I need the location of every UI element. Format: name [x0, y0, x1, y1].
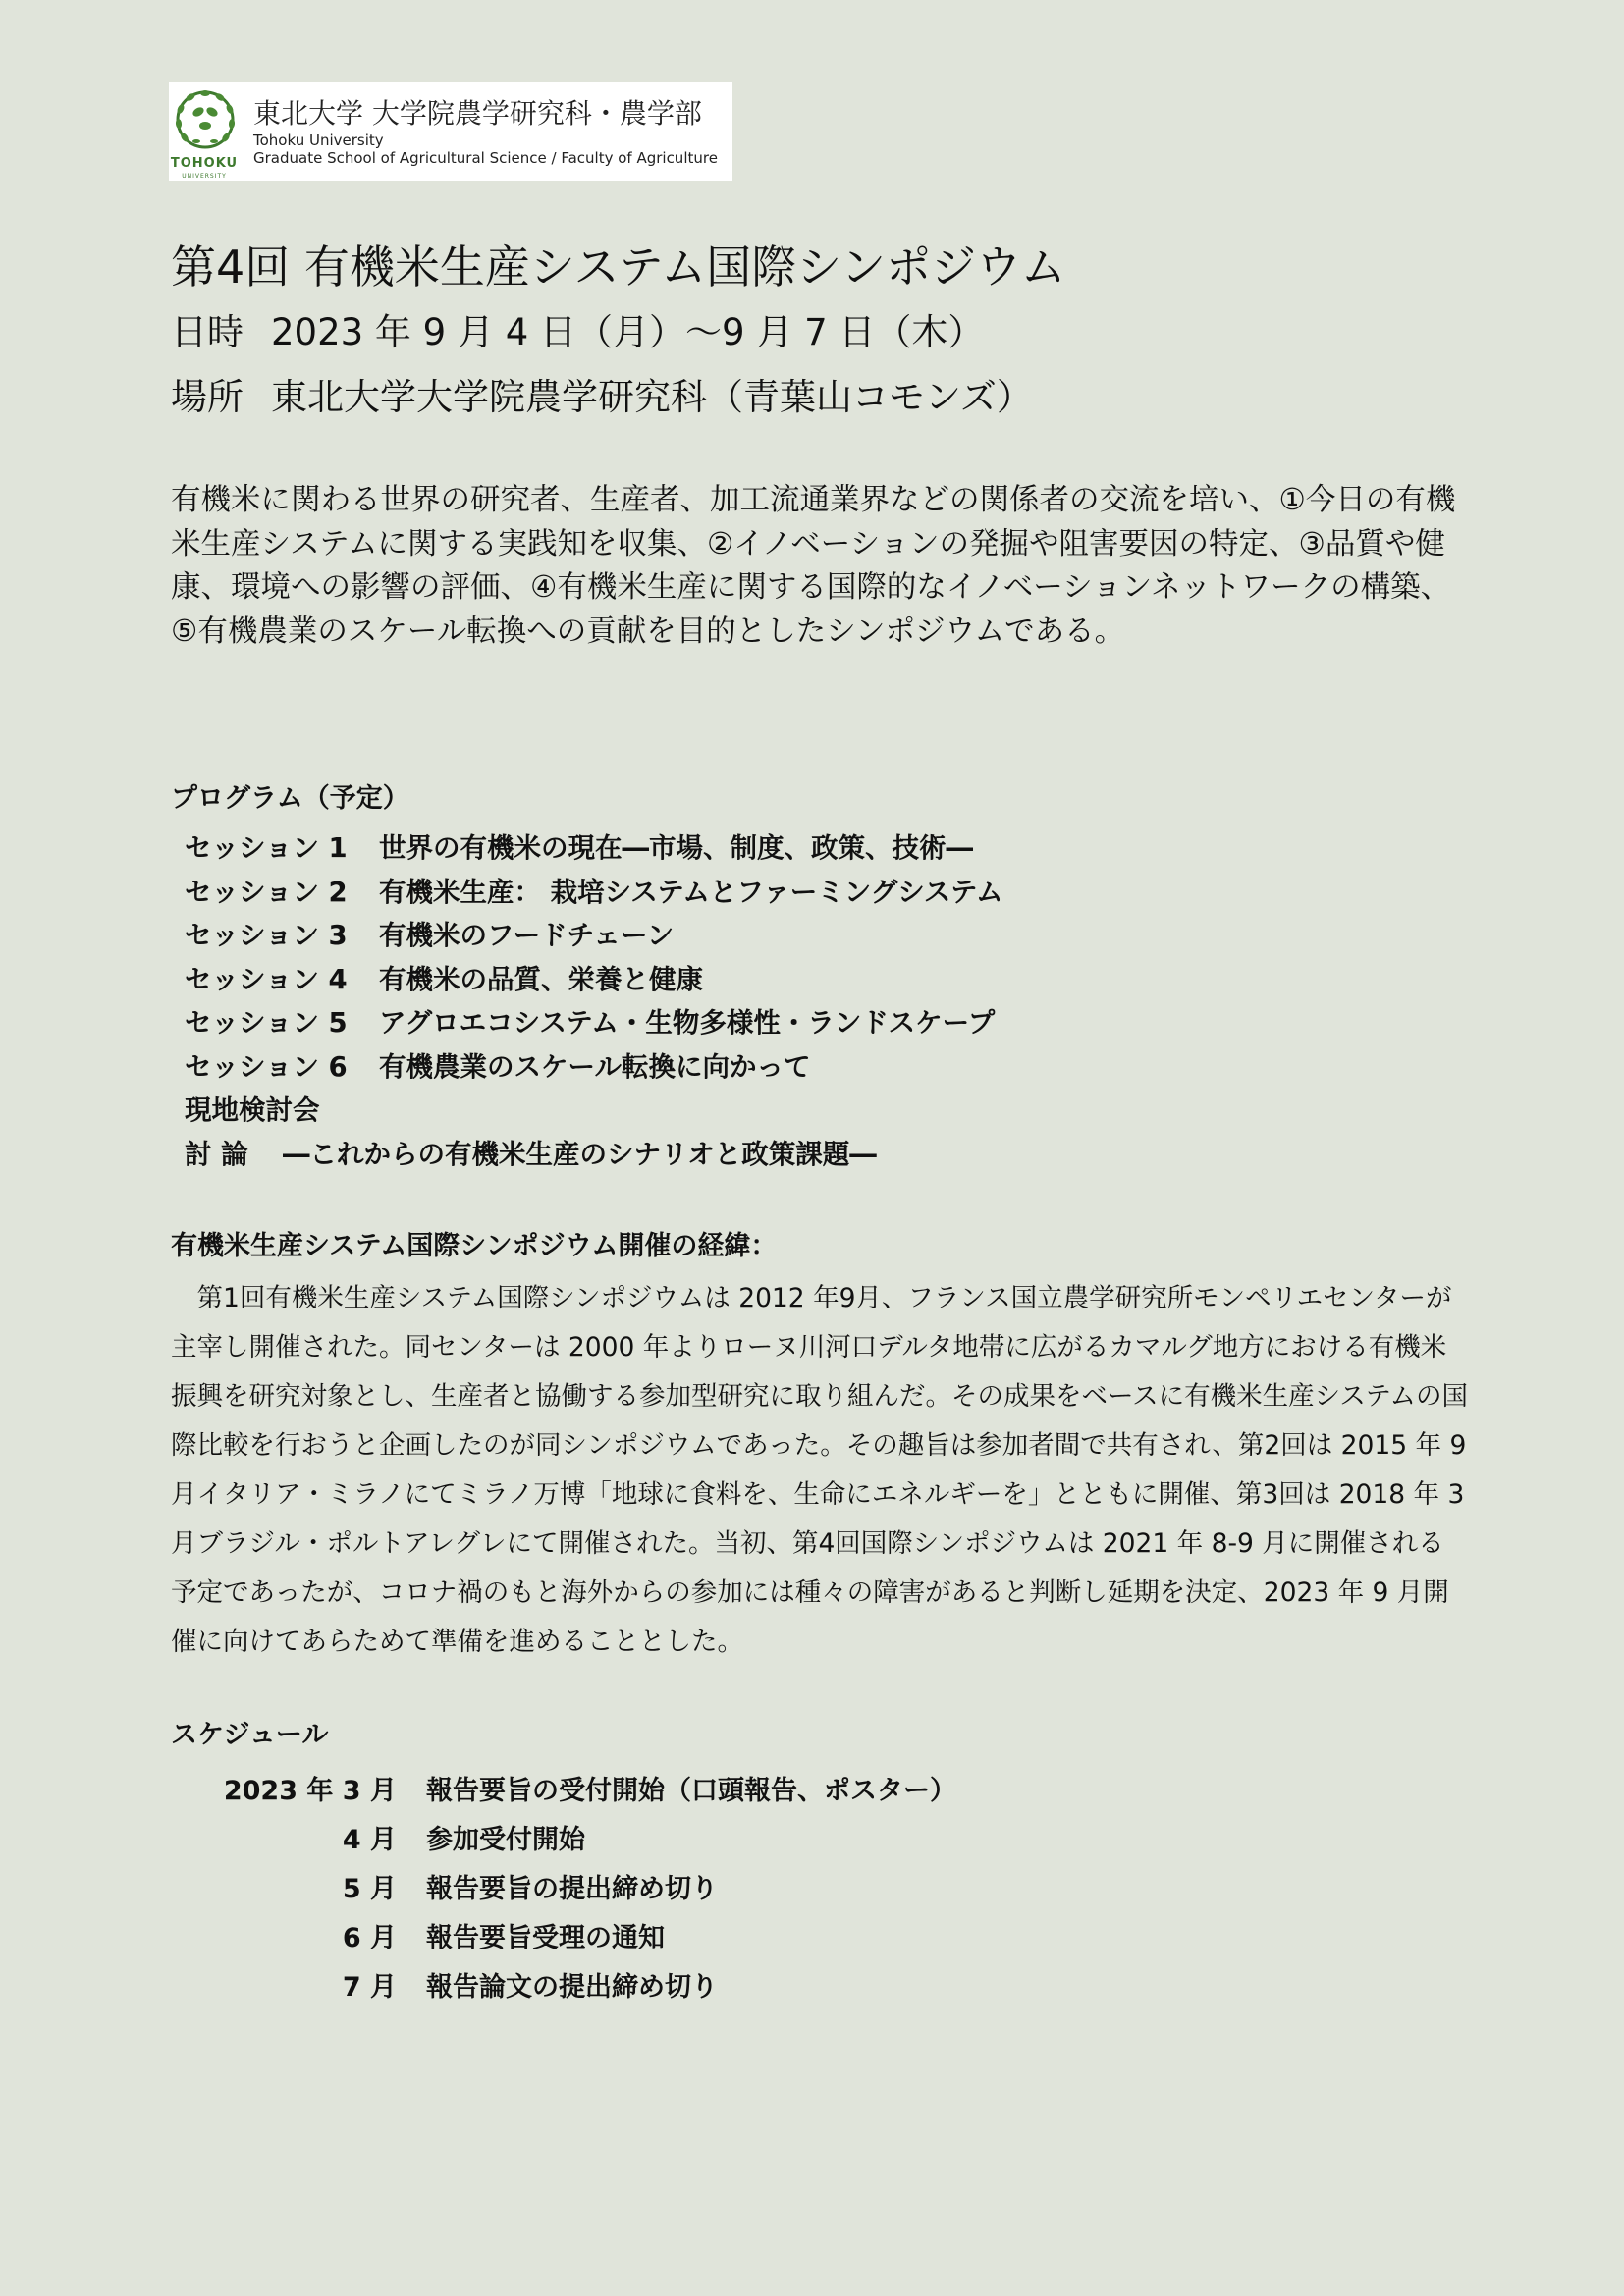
intro-paragraph: 有機米に関わる世界の研究者、生産者、加工流通業界などの関係者の交流を培い、①今日の有機米生産システムに関する実践知を収集、②イノベーションの発掘や阻害要因の特定、③品質や健康、環境への影響の評価、④有機米生産に関する国際的なイノベーションネットワークの構築、⑤有機農業のスケール転換への貢献を目的としたシンポジウムである。: [171, 483, 1456, 649]
venue-label: 場所: [171, 376, 244, 418]
history-paragraph: 第1回有機米生産システム国際シンポジウムは 2012 年9月、フランス国立農学研究所モンペリエセンターが主宰し開催された。同センターは 2000 年よりローヌ川河口デルタ地帯に広がるカマルグ地方における有機米振興を研究対象とし、生産者と協働する参加型研究に取り組んだ。その成果をベースに有機米生産システムの国際比較を行おうと企画したのが同シンポジウムであった。その趣旨は参加者間で共有され、第2回は 2015 年 9 月イタリア・ミラノにてミラノ万博「地球に食料を、生命にエネルギーを」とともに開催、第3回は 2018 年 3 月ブラジル・ポルトアレグレにて開催された。当初、第4回国際シンポジウムは 2021 年 8-9 月に開催される予定であったが、コロナ禍のもと海外からの参加には種々の障害があると判断し延期を決定、2023 年 9 月開催に向けてあらためて準備を進めることとした。: [171, 1283, 1469, 1657]
program-list: [185, 827, 1002, 1176]
program-item-label: 現地検討会: [185, 1095, 320, 1126]
program-item-title: 世界の有機米の現在―市場、制度、政策、技術―: [379, 832, 973, 864]
symposium-title: 第4回 有機米生産システム国際シンポジウム: [171, 240, 1066, 294]
program-item-label: セッション 2: [185, 876, 348, 908]
schedule-text: 報告要旨受理の通知: [426, 1923, 665, 1953]
venue-line: [171, 374, 1033, 421]
program-item: [185, 1133, 1002, 1177]
schedule-month: 4 月: [342, 1825, 397, 1855]
program-item: [185, 1001, 1002, 1045]
seal-subtext: UNIVERSITY: [182, 173, 227, 180]
program-item-title: アグロエコシステム・生物多様性・ランドスケープ: [379, 1007, 996, 1039]
program-item-title: 有機農業のスケール転換に向かって: [379, 1050, 811, 1083]
venue-value: 東北大学大学院農学研究科（青葉山コモンズ）: [271, 376, 1033, 418]
program-item: [185, 871, 1002, 915]
program-item-label: セッション 6: [185, 1050, 348, 1083]
university-seal-icon: [169, 82, 245, 181]
history-heading: 有機米生産システム国際シンポジウム開催の経緯：: [171, 1231, 778, 1261]
schedule-item: [204, 1914, 956, 1963]
date-value: 2023 年 9 月 4 日（月）～9 月 7 日（木）: [271, 311, 985, 353]
program-item: [185, 1089, 1002, 1133]
seal-text: TOHOKU: [170, 156, 239, 171]
faculty-name-en: Graduate School of Agricultural Science / Faculty of Agriculture: [253, 149, 718, 167]
date-label: 日時: [171, 311, 244, 353]
schedule-item: [204, 1865, 956, 1914]
program-item-title: ―これからの有機米生産のシナリオと政策課題―: [283, 1138, 877, 1170]
schedule-month: 7 月: [342, 1972, 397, 2002]
schedule-item: [204, 1767, 956, 1816]
logo-text: [253, 96, 718, 167]
program-item-title: 有機米のフードチェーン: [379, 920, 675, 951]
schedule-text: 報告論文の提出締め切り: [426, 1972, 718, 2002]
program-item-label: セッション 1: [185, 832, 348, 864]
program-item: [185, 1045, 1002, 1090]
schedule-heading: スケジュール: [171, 1720, 329, 1750]
program-item: [185, 827, 1002, 871]
program-item: [185, 958, 1002, 1002]
program-item-title: 有機米の品質、栄養と健康: [379, 963, 703, 995]
program-item: [185, 914, 1002, 958]
date-line: [171, 309, 984, 356]
university-name-en: Tohoku University: [253, 132, 384, 149]
program-heading: プログラム（予定）: [171, 783, 409, 814]
schedule-month: 5 月: [342, 1874, 397, 1904]
schedule-text: 報告要旨の受付開始（口頭報告、ポスター）: [426, 1776, 956, 1806]
schedule-text: 参加受付開始: [426, 1825, 585, 1855]
schedule-item: [204, 1963, 956, 2012]
schedule-month: 2023 年 3 月: [223, 1776, 397, 1806]
university-name-jp: 東北大学 大学院農学研究科・農学部: [253, 97, 702, 130]
schedule-item: [204, 1816, 956, 1865]
program-item-label: セッション 5: [185, 1007, 348, 1039]
schedule-text: 報告要旨の提出締め切り: [426, 1874, 718, 1904]
program-item-label: セッション 3: [185, 920, 348, 951]
program-item-label: セッション 4: [185, 963, 348, 995]
program-item-title: 有機米生産： 栽培システムとファーミングシステム: [379, 876, 1003, 908]
university-logo: [169, 82, 732, 181]
schedule-list: [204, 1767, 956, 2012]
schedule-month: 6 月: [342, 1923, 397, 1953]
program-item-label: 討 論: [185, 1138, 248, 1170]
